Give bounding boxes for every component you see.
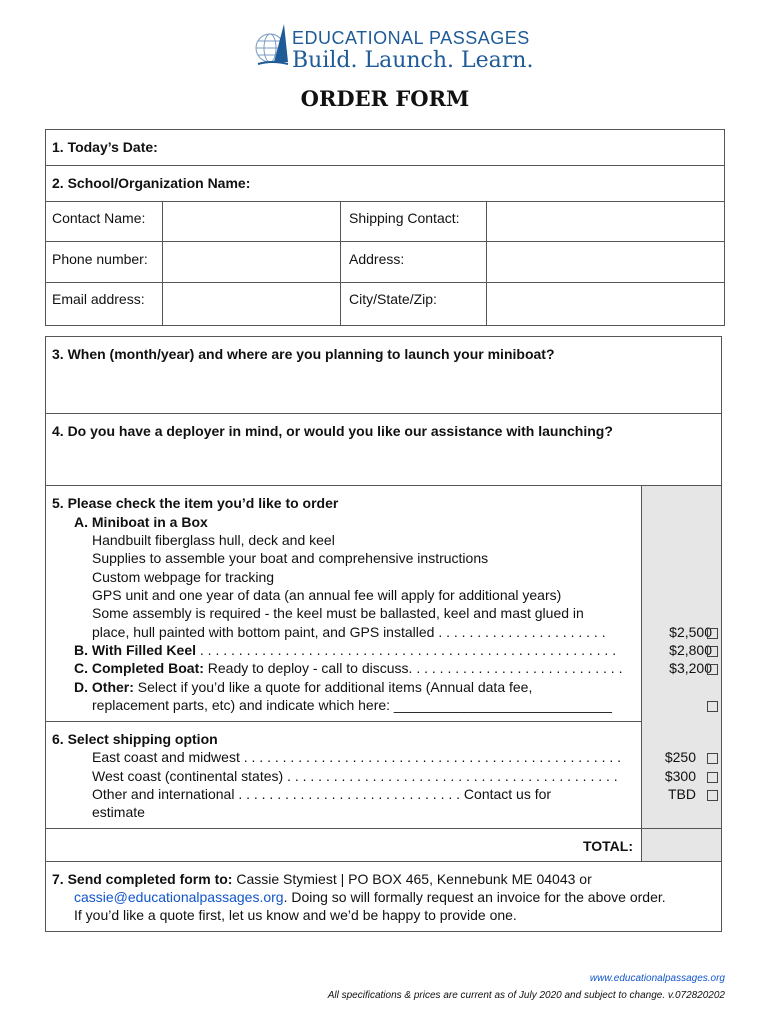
city-label: City/State/Zip: bbox=[349, 291, 437, 307]
q7-row2 bbox=[74, 889, 666, 905]
q5-d-line2: replacement parts, etc) and indicate which here: ____________________________ bbox=[92, 697, 612, 713]
contact-name-label: Contact Name: bbox=[52, 210, 146, 226]
price-east-coast: $250 bbox=[664, 749, 696, 765]
org-field[interactable] bbox=[270, 169, 710, 197]
q5-c-label: C. Completed Boat: bbox=[74, 660, 204, 676]
shipping-contact-field[interactable] bbox=[488, 203, 722, 239]
q5-heading: 5. Please check the item you’d like to order bbox=[52, 495, 339, 511]
page-title: ORDER FORM bbox=[300, 86, 470, 111]
shipping-option: estimate bbox=[92, 804, 145, 820]
q5-a-line: Supplies to assemble your boat and comprehensive instructions bbox=[92, 550, 489, 566]
checkbox-international[interactable] bbox=[707, 790, 718, 801]
q4-field[interactable] bbox=[70, 443, 710, 481]
checkbox-completed-boat[interactable] bbox=[707, 664, 718, 675]
checkbox-west-coast[interactable] bbox=[707, 772, 718, 783]
q5-a-line: place, hull painted with bottom paint, and GPS installed . . . . . . . . . . . . . . . . . . . . . . bbox=[92, 624, 606, 640]
date-label: 1. Today’s Date: bbox=[52, 139, 158, 155]
address-field[interactable] bbox=[488, 243, 722, 280]
checkbox-other[interactable] bbox=[707, 701, 718, 712]
website-link[interactable]: www.educationalpassages.org bbox=[589, 973, 725, 984]
address-label: Address: bbox=[349, 251, 405, 267]
shipping-option: East coast and midwest . . . . . . . . . . . . . . . . . . . . . . . . . . . . . . . . . . . . . . . . . . . . . . . . . bbox=[92, 749, 622, 765]
checkbox-miniboat[interactable] bbox=[707, 628, 718, 639]
q4-label: 4. Do you have a deployer in mind, or would you like our assistance with launching? bbox=[52, 423, 613, 439]
org-label: 2. School/Organization Name: bbox=[52, 175, 251, 191]
phone-label: Phone number: bbox=[52, 251, 148, 267]
price-international: TBD bbox=[668, 786, 696, 802]
email-label: Email address: bbox=[52, 291, 145, 307]
price-miniboat: $2,500 bbox=[669, 624, 712, 640]
logo-name: EDUCATIONAL PASSAGES bbox=[292, 28, 530, 48]
q7-text2: . Doing so will formally request an invoice for the above order. bbox=[283, 889, 666, 905]
shipping-option: Other and international . . . . . . . . . . . . . . . . . . . . . . . . . . . . . Contact us for bbox=[92, 786, 552, 802]
email-field[interactable] bbox=[164, 284, 338, 324]
q5-c-text: Ready to deploy - call to discuss. . . . . . . . . . . . . . . . . . . . . . . . . . . . bbox=[203, 660, 623, 676]
q7-text3: If you’d like a quote first, let us know and we’d be happy to provide one. bbox=[74, 907, 517, 923]
q3-field[interactable] bbox=[70, 366, 710, 408]
contact-name-field[interactable] bbox=[164, 203, 338, 239]
q5-a-line: GPS unit and one year of data (an annual fee will apply for additional years) bbox=[92, 587, 562, 603]
shipping-option: West coast (continental states) . . . . . . . . . . . . . . . . . . . . . . . . . . . . . . . . . . . . . . . . . . . bbox=[92, 768, 618, 784]
globe-sail-icon bbox=[254, 22, 290, 70]
q7-label: 7. Send completed form to: bbox=[52, 871, 233, 887]
q5-b-row bbox=[74, 642, 616, 658]
shipping-contact-label: Shipping Contact: bbox=[349, 210, 460, 226]
phone-field[interactable] bbox=[164, 243, 338, 280]
city-field[interactable] bbox=[488, 284, 722, 324]
q3-label: 3. When (month/year) and where are you planning to launch your miniboat? bbox=[52, 346, 555, 362]
logo-tagline: Build. Launch. Learn. bbox=[292, 48, 534, 73]
date-field[interactable] bbox=[170, 133, 710, 161]
q5-a-heading: A. Miniboat in a Box bbox=[74, 514, 208, 530]
q5-d-row bbox=[74, 679, 532, 695]
q5-b-dots: . . . . . . . . . . . . . . . . . . . . . . . . . . . . . . . . . . . . . . . . . . . . . . . . . . . . . . bbox=[196, 642, 617, 658]
q5-d-text: Select if you’d like a quote for additional items (Annual data fee, bbox=[133, 679, 533, 695]
logo bbox=[254, 22, 534, 74]
total-label: TOTAL: bbox=[582, 838, 633, 854]
q7-row bbox=[52, 871, 592, 887]
total-field[interactable] bbox=[644, 831, 719, 859]
price-filled-keel: $2,800 bbox=[669, 642, 712, 658]
footer-note: All specifications & prices are current as of July 2020 and subject to change. v.072820202 bbox=[327, 990, 725, 1001]
q5-a-line: Custom webpage for tracking bbox=[92, 569, 275, 585]
checkbox-east-coast[interactable] bbox=[707, 753, 718, 764]
contact-email-link[interactable]: cassie@educationalpassages.org bbox=[74, 889, 284, 905]
q5-a-line: Handbuilt fiberglass hull, deck and keel bbox=[92, 532, 335, 548]
checkbox-filled-keel[interactable] bbox=[707, 646, 718, 657]
price-west-coast: $300 bbox=[664, 768, 696, 784]
q5-d-label: D. Other: bbox=[74, 679, 134, 695]
q5-b-label: B. With Filled Keel bbox=[74, 642, 196, 658]
q5-c-row bbox=[74, 660, 622, 676]
price-completed-boat: $3,200 bbox=[669, 660, 712, 676]
q6-heading: 6. Select shipping option bbox=[52, 731, 218, 747]
q7-address: Cassie Stymiest | PO BOX 465, Kennebunk ME 04043 or bbox=[232, 871, 592, 887]
q5-a-line: Some assembly is required - the keel must be ballasted, keel and mast glued in bbox=[92, 605, 584, 621]
